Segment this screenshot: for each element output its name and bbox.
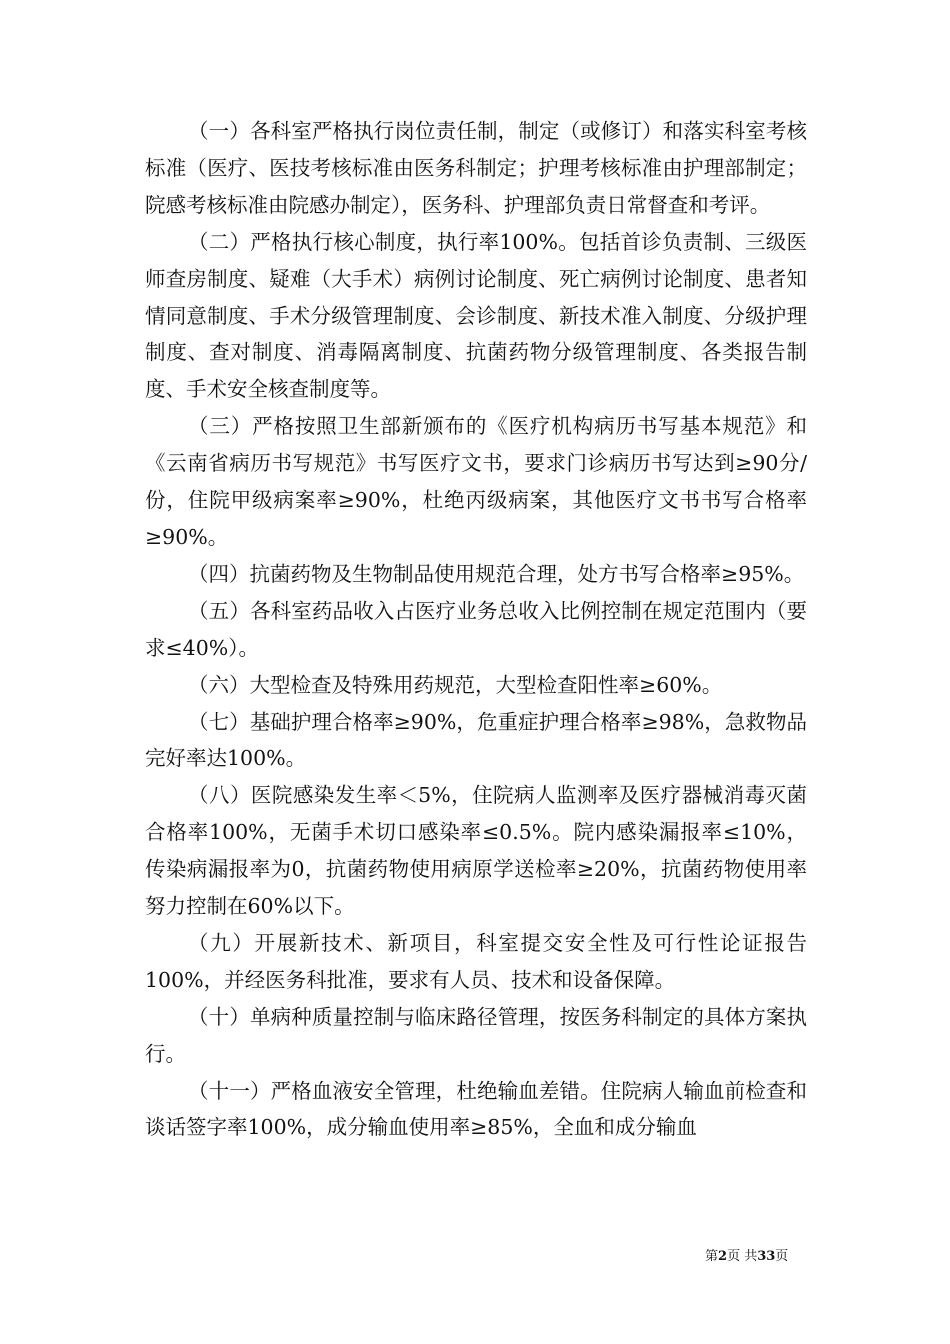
paragraph-8: （八）医院感染发生率＜5%，住院病人监测率及医疗器械消毒灭菌合格率100%，无菌手术切口感染率≤0.5%。院内感染漏报率≤10%，传染病漏报率为0，抗菌药物使用病原学送检率≥20%，抗菌药物使用率努力控制在60%以下。 <box>145 783 807 919</box>
page-footer <box>705 1245 788 1264</box>
paragraph-1: （一）各科室严格执行岗位责任制，制定（或修订）和落实科室考核标准（医疗、医技考核标准由医务科制定；护理考核标准由护理部制定；院感考核标准由院感办制定），医务科、护理部负责日常督查和考评。 <box>145 119 807 217</box>
paragraph-5: （五）各科室药品收入占医疗业务总收入比例控制在规定范围内（要求≤40%）。 <box>145 598 807 660</box>
footer-page-number: 2 <box>718 1249 728 1264</box>
paragraph-4: （四）抗菌药物及生物制品使用规范合理，处方书写合格率≥95%。 <box>188 561 805 586</box>
footer-middle: 页 共 <box>727 1249 758 1264</box>
paragraph-9: （九）开展新技术、新项目，科室提交安全性及可行性论证报告100%，并经医务科批准，要求有人员、技术和设备保障。 <box>145 930 807 992</box>
footer-prefix: 第 <box>705 1249 719 1264</box>
footer-total-pages: 33 <box>757 1249 776 1264</box>
paragraph-2: （二）严格执行核心制度，执行率100%。包括首诊负责制、三级医师查房制度、疑难（大手术）病例讨论制度、死亡病例讨论制度、患者知情同意制度、手术分级管理制度、会诊制度、新技术准入制度、分级护理制度、查对制度、消毒隔离制度、抗菌药物分级管理制度、各类报告制度、手术安全核查制度等。 <box>145 229 807 402</box>
paragraph-6: （六）大型检查及特殊用药规范，大型检查阳性率≥60%。 <box>188 672 723 697</box>
paragraph-3: （三）严格按照卫生部新颁布的《医疗机构病历书写基本规范》和《云南省病历书写规范》书写医疗文书，要求门诊病历书写达到≥90分/份，住院甲级病案率≥90%，杜绝丙级病案，其他医疗文书书写合格率≥90%。 <box>145 414 807 549</box>
document-body <box>145 113 807 1146</box>
paragraph-7: （七）基础护理合格率≥90%，危重症护理合格率≥98%，急救物品完好率达100%。 <box>145 709 807 771</box>
paragraph-10: （十）单病种质量控制与临床路径管理，按医务科制定的具体方案执行。 <box>145 1004 807 1066</box>
footer-suffix: 页 <box>775 1249 789 1264</box>
paragraph-11: （十一）严格血液安全管理，杜绝输血差错。住院病人输血前检查和谈话签字率100%，成分输血使用率≥85%，全血和成分输血 <box>145 1078 807 1140</box>
